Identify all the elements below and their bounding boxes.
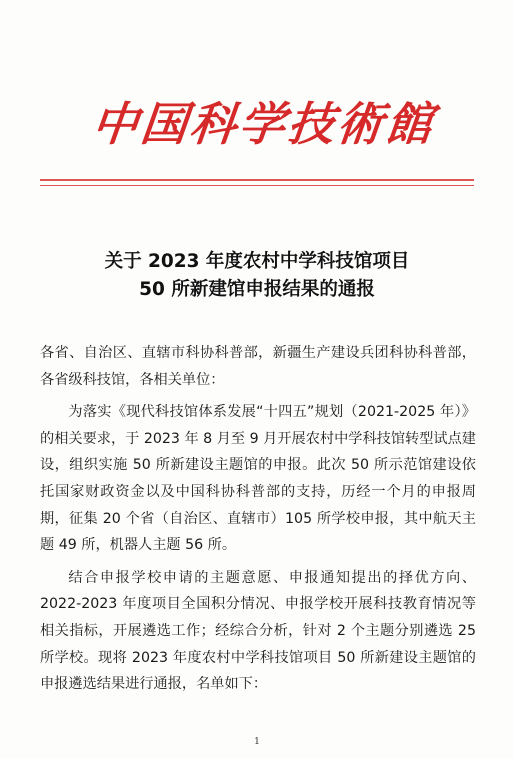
body-paragraph-2: 结合申报学校申请的主题意愿、申报通知提出的择优方向、2022-2023 年度项目全国积分情况、申报学校开展科技教育情况等相关指标，开展遴选工作；经综合分析，针对 2 个主题分别遴选 25 所学校。现将 2023 年度农村中学科技馆项目 50 所新建设主题馆的申报遴选结果进行通报，名单如下： <box>40 569 476 693</box>
masthead-char: 中 <box>89 97 141 151</box>
addressee-paragraph: 各省、自治区、直辖市科协科普部，新疆生产建设兵团科协科普部，各省级科技馆，各相关单位： <box>40 345 476 388</box>
masthead-char: 術 <box>334 97 386 151</box>
document-title-line-2: 50 所新建馆申报结果的通报 <box>139 279 375 300</box>
masthead-char: 国 <box>138 97 190 151</box>
masthead-char: 科 <box>187 97 239 151</box>
document-title-line-1: 关于 2023 年度农村中学科技馆项目 <box>104 251 410 272</box>
header-divider-thin <box>40 185 474 186</box>
header-divider-thick <box>40 179 474 181</box>
body-paragraph-1: 为落实《现代科技馆体系发展“十四五”规划（2021-2025 年）》的相关要求，于 2023 年 8 月至 9 月开展农村中学科技馆转型试点建设，组织实施 50 所新建设主题馆的申报。此次 50 所示范馆建设依托国家财政资金以及中国科协科普部的支持，历经一个月的申报周期，征集 20 个省（自治区、直辖市）105 所学校申报，其中航天主题 49 所，机器人主题 56 所。 <box>40 404 476 554</box>
masthead-logo <box>89 92 436 156</box>
masthead-char: 学 <box>236 97 288 151</box>
page-number: 1 <box>254 737 260 747</box>
document-body <box>40 340 476 704</box>
masthead-char: 館 <box>383 97 435 151</box>
masthead-char: 技 <box>285 97 337 151</box>
